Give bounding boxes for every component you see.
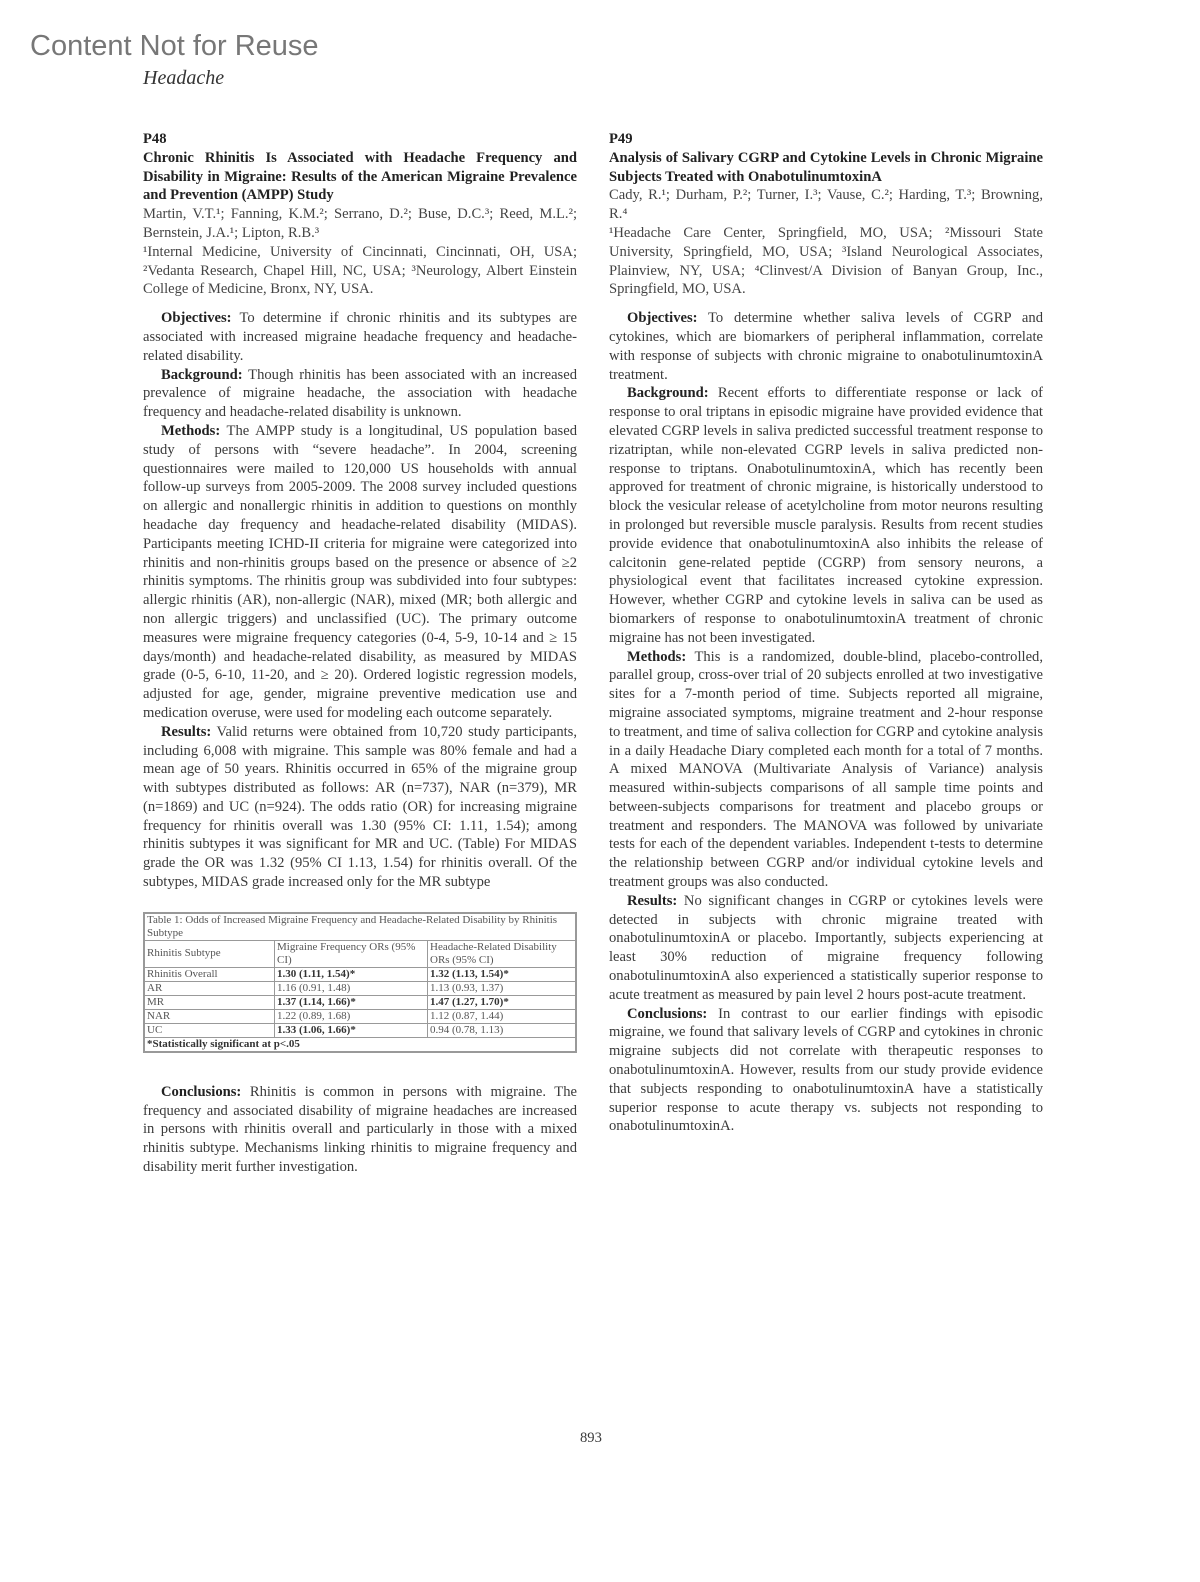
cell-frequency: 1.30 (1.11, 1.54)* xyxy=(275,967,428,981)
table-caption: Table 1: Odds of Increased Migraine Frequency and Headache-Related Disability by Rhinitis Subtype xyxy=(144,913,576,941)
section-text: Though rhinitis has been associated with an increased prevalence of migraine headache, the association with headache frequency and headache-related disability is unknown. xyxy=(143,366,577,421)
table-header-row xyxy=(144,940,576,967)
section-text: Valid returns were obtained from 10,720 study participants, including 6,008 with migraine. This sample was 80% female and had a mean age of 50 years. Rhinitis occurred in 65% of the migraine group with subtypes distributed as follows: AR (n=737), NAR (n=379), MR (n=1869) and UC (n=924). The odds ratio (OR) for increasing migraine frequency for rhinitis overall was 1.30 (95% CI: 1.11, 1.54); among rhinitis subtypes it was significant for MR and UC. (Table) For MIDAS grade the OR was 1.32 (95% CI 1.13, 1.54) for rhinitis overall. Of the subtypes, MIDAS grade increased only for the MR subtype xyxy=(143,723,577,891)
authors: Martin, V.T.¹; Fanning, K.M.²; Serrano, D.²; Buse, D.C.³; Reed, M.L.²; Bernstein, J.A.¹; Lipton, R.B.³ xyxy=(143,206,577,241)
section-label: Conclusions: xyxy=(627,1005,708,1022)
table-row xyxy=(144,981,576,995)
cell-frequency: 1.37 (1.14, 1.66)* xyxy=(275,995,428,1009)
abstract-id: P48 xyxy=(143,131,167,147)
section-label: Conclusions: xyxy=(161,1083,242,1100)
section-text: Rhinitis is common in persons with migraine. The frequency and associated disability of migraine headaches are increased in persons with rhinitis overall and particularly in those with a mixed rhinitis subtype. Mechanisms linking rhinitis to migraine frequency and disability merit further investigation. xyxy=(143,1083,577,1176)
table-row xyxy=(144,1009,576,1023)
section-label: Methods: xyxy=(161,422,221,439)
section-label: Background: xyxy=(161,366,243,383)
journal-name: Headache xyxy=(143,67,225,89)
cell-disability: 1.32 (1.13, 1.54)* xyxy=(428,967,577,981)
cell-frequency: 1.33 (1.06, 1.66)* xyxy=(275,1023,428,1037)
methods-paragraph xyxy=(609,648,1043,892)
background-paragraph xyxy=(609,384,1043,647)
section-label: Background: xyxy=(627,385,709,402)
column-header: Migraine Frequency ORs (95% CI) xyxy=(275,940,428,967)
cell-disability: 1.12 (0.87, 1.44) xyxy=(428,1009,577,1023)
conclusions-paragraph xyxy=(143,1083,577,1177)
section-label: Objectives: xyxy=(161,310,232,327)
cell-subtype: AR xyxy=(144,981,275,995)
affiliations: ¹Internal Medicine, University of Cincinnati, Cincinnati, OH, USA; ²Vedanta Research, Chapel Hill, NC, USA; ³Neurology, Albert Einstein College of Medicine, Bronx, NY, USA. xyxy=(143,243,577,298)
section-label: Results: xyxy=(161,723,212,740)
watermark: Content Not for Reuse xyxy=(30,30,319,62)
objectives-paragraph xyxy=(143,309,577,365)
section-text: This is a randomized, double-blind, placebo-controlled, parallel group, cross-over trial of 20 subjects enrolled at two investigative sites for a 7-month period of time. Subjects reported all migraine, migraine associated symptoms, migraine treatment and 2-hour response to treatment, and time of saliva collection for CGRP and cytokine analysis in a daily Headache Diary completed each month for a total of 7 months. A mixed MANOVA (Multivariate Analysis of Variance) analysis measured within-subjects comparisons of all sample time points and between-subjects comparisons for treatment and placebo groups or treatment and responders. The MANOVA was followed by univariate tests for each of the dependent variables. Independent t-tests to determine the relationship between CGRP and/or individual cytokine levels and treatment groups was also conducted. xyxy=(609,648,1043,891)
section-label: Methods: xyxy=(627,648,687,665)
section-text: To determine if chronic rhinitis and its subtypes are associated with increased migraine headache frequency and headache-related disability. xyxy=(143,310,577,364)
cell-disability: 1.13 (0.93, 1.37) xyxy=(428,981,577,995)
cell-frequency: 1.22 (0.89, 1.68) xyxy=(275,1009,428,1023)
section-text: To determine whether saliva levels of CGRP and cytokines, which are biomarkers of peripheral inflammation, correlate with response of subjects with chronic migraine to onabotulinumtoxinA treatment. xyxy=(609,310,1043,383)
abstract-title: Chronic Rhinitis Is Associated with Headache Frequency and Disability in Migraine: Results of the American Migraine Prevalence and Prevention (AMPP) Study xyxy=(143,149,577,204)
abstract-p48 xyxy=(143,130,577,1177)
cell-subtype: MR xyxy=(144,995,275,1009)
results-paragraph xyxy=(143,723,577,892)
odds-table xyxy=(143,912,577,1053)
objectives-paragraph xyxy=(609,309,1043,384)
cell-frequency: 1.16 (0.91, 1.48) xyxy=(275,981,428,995)
methods-paragraph xyxy=(143,422,577,723)
section-text: In contrast to our earlier findings with episodic migraine, we found that salivary levels of CGRP and cytokines in chronic migraine subjects did not correlate with therapeutic responses to onabotulinumtoxinA. However, results from our study provide evidence that subjects responding to onabotulinumtoxinA have a statistically superior response to acute therapy vs. subjects not responding to onabotulinumtoxinA. xyxy=(609,1005,1043,1135)
section-label: Results: xyxy=(627,892,678,909)
abstract-p49 xyxy=(609,130,1043,1136)
table-row xyxy=(144,967,576,981)
section-label: Objectives: xyxy=(627,310,698,327)
table-row xyxy=(144,995,576,1009)
authors: Cady, R.¹; Durham, P.²; Turner, I.³; Vause, C.²; Harding, T.³; Browning, R.⁴ xyxy=(609,187,1043,223)
table-row xyxy=(144,1023,576,1037)
abstract-id: P49 xyxy=(609,131,633,147)
column-header: Headache-Related Disability ORs (95% CI) xyxy=(428,940,577,967)
section-text: No significant changes in CGRP or cytokines levels were detected in subjects with chronic migraine treated with onabotulinumtoxinA or placebo. Importantly, subjects experiencing at least 30% reduction of migraine frequency following onabotulinumtoxinA also experienced a statistically superior response to acute treatment as measured by pain level 2 hours post-acute treatment. xyxy=(609,892,1043,1003)
cell-disability: 1.47 (1.27, 1.70)* xyxy=(428,995,577,1009)
affiliations: ¹Headache Care Center, Springfield, MO, USA; ²Missouri State University, Springfield, MO, USA; ³Island Neurological Associates, Plainview, NY, USA; ⁴Clinvest/A Division of Banyan Group, Inc., Springfield, MO, USA. xyxy=(609,224,1043,298)
conclusions-paragraph xyxy=(609,1005,1043,1137)
column-header: Rhinitis Subtype xyxy=(144,940,275,967)
background-paragraph xyxy=(143,366,577,422)
abstract-title: Analysis of Salivary CGRP and Cytokine Levels in Chronic Migraine Subjects Treated with OnabotulinumtoxinA xyxy=(609,149,1043,185)
results-paragraph xyxy=(609,892,1043,1005)
cell-subtype: NAR xyxy=(144,1009,275,1023)
page-number: 893 xyxy=(580,1430,602,1446)
table-footnote: *Statistically significant at p<.05 xyxy=(144,1037,576,1052)
cell-subtype: UC xyxy=(144,1023,275,1037)
section-text: The AMPP study is a longitudinal, US population based study of persons with “severe headache”. In 2004, screening questionnaires were mailed to 120,000 US households with annual follow-up surveys from 2005-2009. The 2008 survey included questions on allergic and nonallergic rhinitis in addition to questions on monthly headache day frequency and headache-related disability (MIDAS). Participants meeting ICHD-II criteria for migraine were categorized into rhinitis and non-rhinitis groups based on the presence or absence of ≥2 rhinitis symptoms. The rhinitis group was subdivided into four subtypes: allergic rhinitis (AR), non-allergic (NAR), mixed (MR; both allergic and non allergic triggers) and unclassified (UC). The primary outcome measures were migraine frequency categories (0-4, 5-9, 10-14 and ≥ 15 days/month) and headache-related disability, as measured by MIDAS grade (0-5, 6-10, 11-20, and ≥ 20). Ordered logistic regression models, adjusted for age, gender, migraine preventive medication use and medication overuse, were used for modeling each outcome separately. xyxy=(143,422,577,721)
section-text: Recent efforts to differentiate response or lack of response to oral triptans in episodic migraine have provided evidence that elevated CGRP levels in saliva predicted successful treatment response to rizatriptan, while non-elevated CGRP levels in saliva predicted non-response to triptans. OnabotulinumtoxinA, which has recently been approved for treatment of chronic migraine, is historically understood to block the vesicular release of acetylcholine from motor neurons resulting in prolonged but reversible muscle paralysis. Results from recent studies provide evidence that onabotulinumtoxinA also inhibits the release of calcitonin gene-related peptide (CGRP) from sensory neurons, a physiological event that facilitates increased cytokine expression. However, whether CGRP and cytokine levels in saliva can be used as biomarkers of response to onabotulinumtoxinA treatment of chronic migraine has not been investigated. xyxy=(609,385,1043,646)
cell-subtype: Rhinitis Overall xyxy=(144,967,275,981)
cell-disability: 0.94 (0.78, 1.13) xyxy=(428,1023,577,1037)
